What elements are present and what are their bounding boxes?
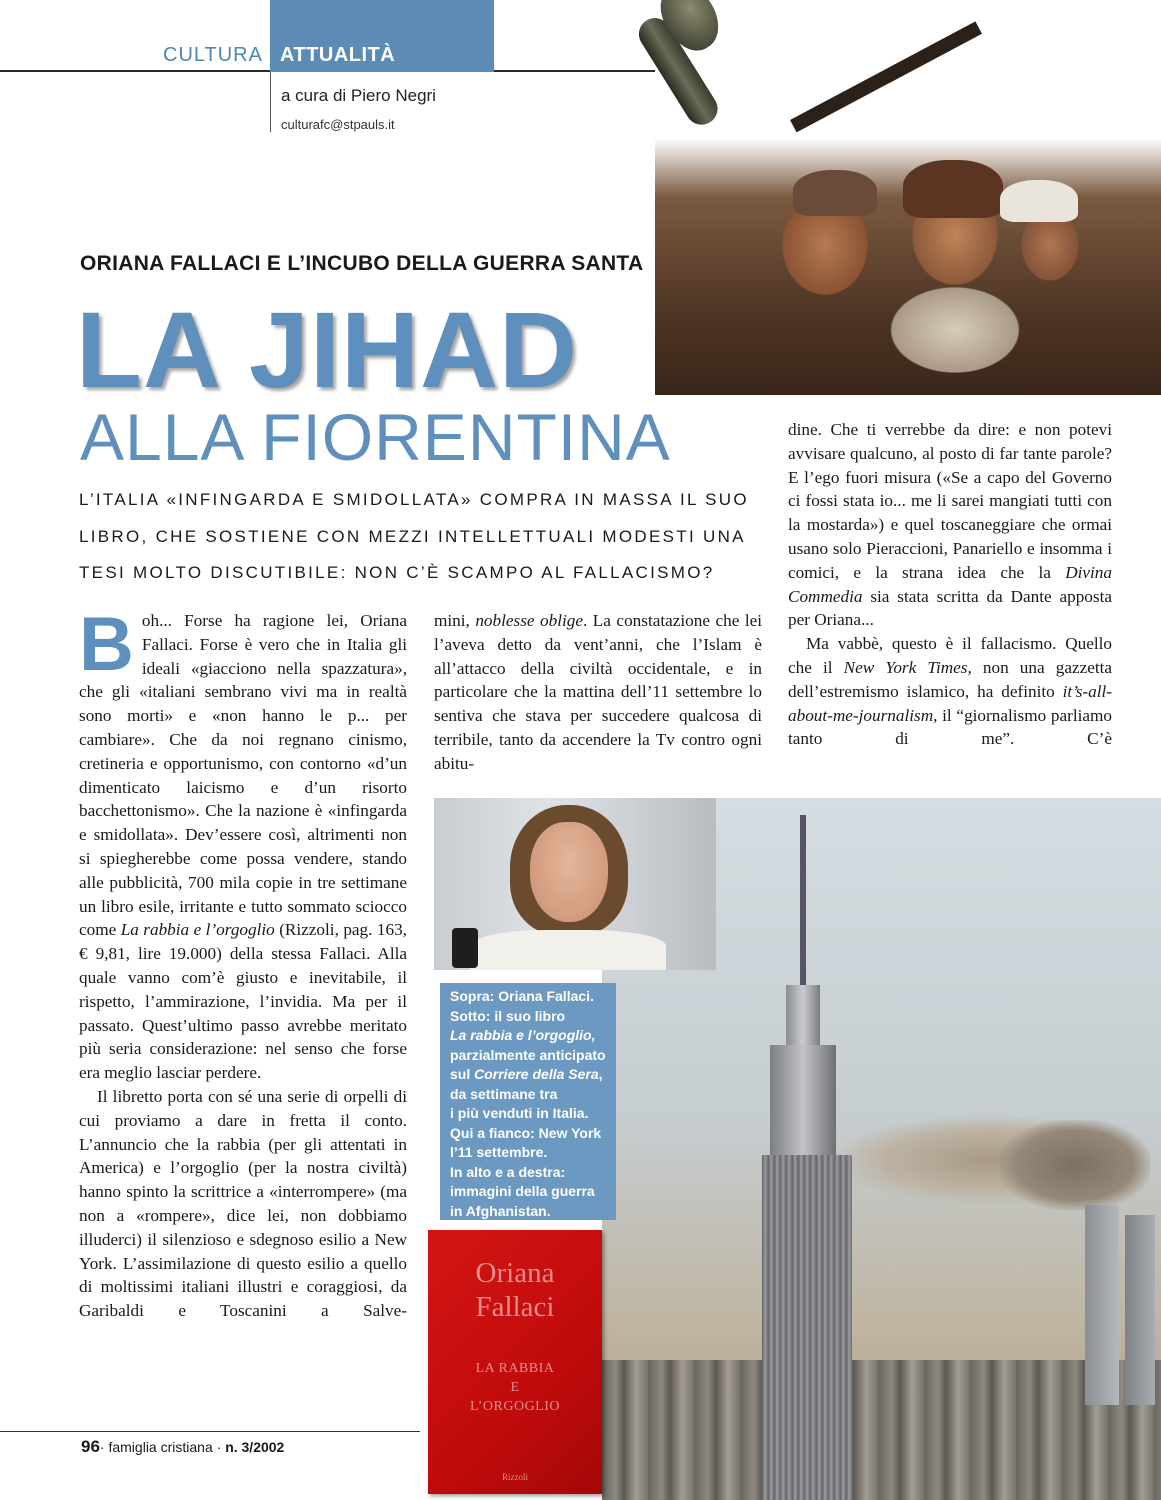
empire-state-middle — [770, 1045, 836, 1155]
caption-line: parzialmente anticipato — [450, 1046, 606, 1063]
caption-line: sul Corriere della Sera, — [450, 1066, 603, 1082]
microphone-shape — [452, 928, 478, 968]
caption-line: Sotto: il suo libro — [450, 1007, 566, 1024]
caption-line: immagini della guerra — [450, 1183, 595, 1199]
fighter-hat-1 — [793, 170, 877, 216]
drop-cap: B — [79, 602, 134, 687]
caption-line: l’11 settembre. — [450, 1144, 548, 1160]
paragraph-text: (Rizzoli, pag. 163, € 9,81, lire 19.000) della stessa Fallaci. Alla quale vanno com’è giusto e inevitabile, il rispetto, l’ammirazione, l’invidia. Ma per il passato. Quest’ultimo passo avrebbe meritato più seria considerazione: nel senso che forse era meglio lasciar perdere. — [79, 920, 407, 1083]
page-folio — [81, 1437, 284, 1457]
caption-line: in Afghanistan. — [450, 1202, 551, 1219]
paragraph: Il libretto porta con sé una serie di orpelli di cui proviamo a dare in fretta il conto. L’annuncio che la rabbia (per gli attentati in America) e l’orgoglio (per la nostra civiltà) hanno spinto la scrittrice a «interrompere» (ma non a «rompere», dice lei, non dobbiamo illuderci) il silenzioso e sdegnoso esilio a New York. L’assimilazione di questo esilio a quello di moltissimi italiani illustri e coraggiosi, da Garibaldi e Toscanini a Salve- — [79, 1086, 407, 1321]
article-column-1 — [79, 602, 407, 1323]
subtitle-line-3: TESI MOLTO DISCUTIBILE: NON C’È SCAMPO AL FALLACISMO? — [79, 563, 715, 582]
subsection-label: ATTUALITÀ — [280, 44, 396, 66]
empire-state-top — [786, 985, 820, 1045]
caption-line: da settimane tra — [450, 1085, 558, 1102]
paragraph-text: dine. Che ti verrebbe da dire: e non potevi avvisare qualcuno, al posto di far tante parole? E l’ego fuori misura («Se a capo del Governo ci fossi stata io... me li sarei mangiati tutti con la mostarda») e quel toscaneggiare che ormai usano solo Pieraccioni, Panariello e insomma i comici, e la strana idea che la — [788, 420, 1112, 582]
paragraph-text: . La constatazione che lei l’aveva detto da vent’anni, che l’Islam è all’attacco della civiltà occidentale, e in particolare che la mattina dell’11 settembre lo sentiva che stava per succedere qualcosa di terribile, tanto da accendere la Tv contro ogni abitu- — [434, 611, 763, 773]
caption-newspaper: Corriere della Sera — [474, 1066, 599, 1082]
fighter-hat-2 — [903, 160, 1003, 218]
subtitle-line-1: L’ITALIA «INFINGARDA E SMIDOLLATA» COMPRA IN MASSA IL SUO — [79, 490, 749, 509]
page-number: 96 — [81, 1437, 100, 1456]
paragraph — [79, 602, 407, 1085]
paragraph — [788, 418, 1112, 632]
italic-phrase: New York Times — [843, 657, 968, 677]
contact-email: culturafc@stpauls.it — [281, 117, 395, 132]
italic-phrase: Divina Commedia — [788, 562, 1112, 606]
article-title-line1: LA JIHAD — [76, 289, 579, 410]
subtitle-line-2: LIBRO, CHE SOSTIENE CON MEZZI INTELLETTUALI MODESTI UNA — [79, 527, 746, 546]
article-column-2 — [434, 609, 762, 776]
paragraph-text: , non una gazzetta dell’estremismo islamico, ha definito — [788, 657, 1113, 701]
book-title-inline: La rabbia e l’orgoglio — [120, 920, 275, 940]
article-column-3 — [788, 418, 1112, 751]
italic-phrase: noblesse oblige — [475, 611, 583, 630]
twin-tower-1 — [1085, 1205, 1119, 1405]
magazine-name: · famiglia cristiana · — [99, 1439, 226, 1455]
caption-line: Sopra: Oriana Fallaci. — [450, 988, 594, 1004]
city-skyline — [602, 1360, 1161, 1500]
paragraph-text: sia stata scritta da Dante apposta per Oriana... — [788, 586, 1112, 630]
smoke-core — [1000, 1120, 1150, 1210]
empire-state-base — [762, 1155, 852, 1500]
section-label: CULTURA — [163, 44, 263, 66]
book-publisher: Rizzoli — [502, 1472, 528, 1482]
article-title-line2: ALLA FIORENTINA — [80, 400, 671, 474]
caption-line: i più venduti in Italia. — [450, 1105, 589, 1121]
italic-phrase: it’s-all-about-me-journalism — [788, 681, 1112, 725]
paragraph-text: mini, — [434, 611, 476, 630]
curator-credit: a cura di Piero Negri — [281, 86, 436, 105]
issue-number: n. 3/2002 — [225, 1439, 285, 1455]
caption-line: Qui a fianco: New York — [450, 1124, 602, 1141]
paragraph-text: Ma vabbè, questo è il fallacismo. Quello che il — [788, 634, 1112, 677]
portrait-face — [530, 822, 608, 922]
footer-rule — [0, 1431, 420, 1432]
caption-line: La rabbia e l’orgoglio, — [450, 1027, 596, 1043]
book-cover-title: LA RABBIA E L’ORGOGLIO — [469, 1361, 561, 1414]
article-kicker: ORIANA FALLACI E L’INCUBO DELLA GUERRA SANTA — [80, 252, 644, 275]
portrait-body — [470, 930, 666, 970]
empire-state-spire — [800, 815, 806, 990]
paragraph — [434, 609, 762, 776]
twin-tower-2 — [1125, 1215, 1155, 1405]
caption-line: In alto e a destra: — [450, 1163, 566, 1180]
fighter-turban — [1000, 180, 1078, 222]
paragraph-text: , il “giornalismo parliamo tanto di me”. C’è — [788, 705, 1112, 749]
book-author: Oriana Fallaci — [475, 1257, 555, 1323]
paragraph — [788, 632, 1112, 751]
paragraph-text: oh... Forse ha ragione lei, Oriana Fallaci. Forse è vero che in Italia gli ideali «giacciono nella spazzatura», che gli «italiani sembrano vivi ma in realtà sono morti» e «non hanno le p... per cambiare». Che da noi regnano cinismo, cretineria e opportunismo, con contorno «d’un dimenticato laicismo e d’un risorto bacchettonismo». Che la nazione è «infingarda e smidollata». Dev’essere così, altrimenti non si spiegherebbe come possa vendere, stando alle pubblicità, 700 mila copie in tre settimane un libro esile, irritante e tutto sommato sciocco come — [79, 611, 407, 940]
header-divider — [270, 72, 271, 132]
photo-caption — [450, 987, 620, 1221]
